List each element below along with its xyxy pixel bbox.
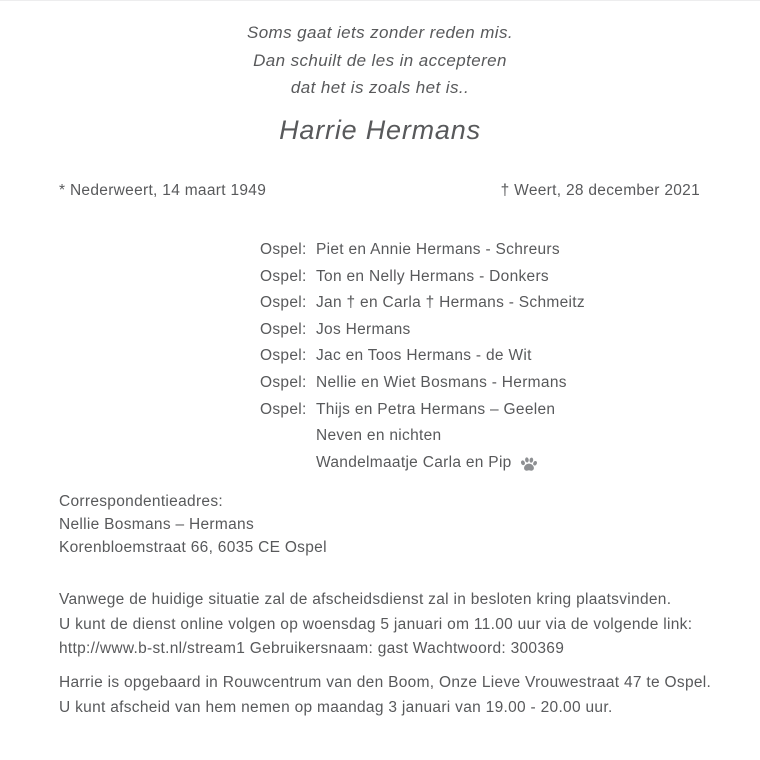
family-row (260, 450, 720, 477)
family-place: Ospel: (260, 347, 307, 365)
family-list (260, 237, 720, 476)
family-place (260, 450, 316, 477)
family-names: Jan † en Carla † Hermans - Schmeitz (316, 294, 585, 312)
service-line: Vanwege de huidige situatie zal de afscheidsdienst zal in besloten kring plaatsvinden. (59, 591, 672, 608)
death-date: † Weert, 28 december 2021 (500, 182, 700, 199)
family-names: Neven en nichten (316, 427, 442, 445)
correspondence-address (59, 490, 700, 559)
poem-line: Dan schuilt de les in accepteren (253, 50, 507, 70)
deceased-name: Harrie Hermans (279, 115, 481, 145)
family-row (260, 264, 720, 291)
family-row (260, 290, 720, 317)
correspondence-name: Nellie Bosmans – Hermans (59, 516, 254, 533)
family-names: Ton en Nelly Hermans - Donkers (316, 267, 549, 285)
poem (0, 19, 760, 102)
family-row (260, 317, 720, 344)
family-names: Jos Hermans (316, 320, 411, 338)
family-row (260, 370, 720, 397)
family-place: Ospel: (260, 400, 307, 418)
life-dates (59, 182, 700, 200)
family-row (260, 397, 720, 424)
paw-print-icon (519, 457, 538, 473)
family-row (260, 423, 720, 450)
family-names: Thijs en Petra Hermans – Geelen (316, 400, 556, 418)
service-stream-line: http://www.b-st.nl/stream1 Gebruikersnaam: gast Wachtwoord: 300369 (59, 640, 565, 657)
family-names: Piet en Annie Hermans - Schreurs (316, 241, 560, 258)
visitation-line: Harrie is opgebaard in Rouwcentrum van den Boom, Onze Lieve Vrouwestraat 47 te Ospel. (59, 674, 712, 691)
poem-line: dat het is zoals het is.. (290, 78, 470, 97)
family-names: Nellie en Wiet Bosmans - Hermans (316, 373, 567, 391)
family-row (260, 237, 720, 264)
service-info (59, 588, 720, 662)
family-place: Ospel: (260, 294, 307, 312)
visitation-line: U kunt afscheid van hem nemen op maandag 3 januari van 19.00 - 20.00 uur. (59, 698, 613, 716)
birth-date: * Nederweert, 14 maart 1949 (59, 182, 267, 199)
family-place: Ospel: (260, 267, 307, 285)
family-names: Wandelmaatje Carla en Pip (316, 453, 512, 471)
poem-line: Soms gaat iets zonder reden mis. (246, 23, 514, 42)
family-names: Jac en Toos Hermans - de Wit (316, 347, 532, 365)
correspondence-street: Korenbloemstraat 66, 6035 CE Ospel (59, 539, 327, 556)
visitation-info (59, 671, 720, 720)
family-row (260, 343, 720, 370)
family-place: Ospel: (260, 373, 307, 391)
family-place (260, 423, 316, 450)
family-place: Ospel: (260, 241, 307, 258)
correspondence-label: Correspondentieadres: (59, 493, 223, 510)
family-place: Ospel: (260, 320, 307, 338)
service-line: U kunt de dienst online volgen op woensdag 5 januari om 11.00 uur via de volgende link: (59, 615, 693, 633)
